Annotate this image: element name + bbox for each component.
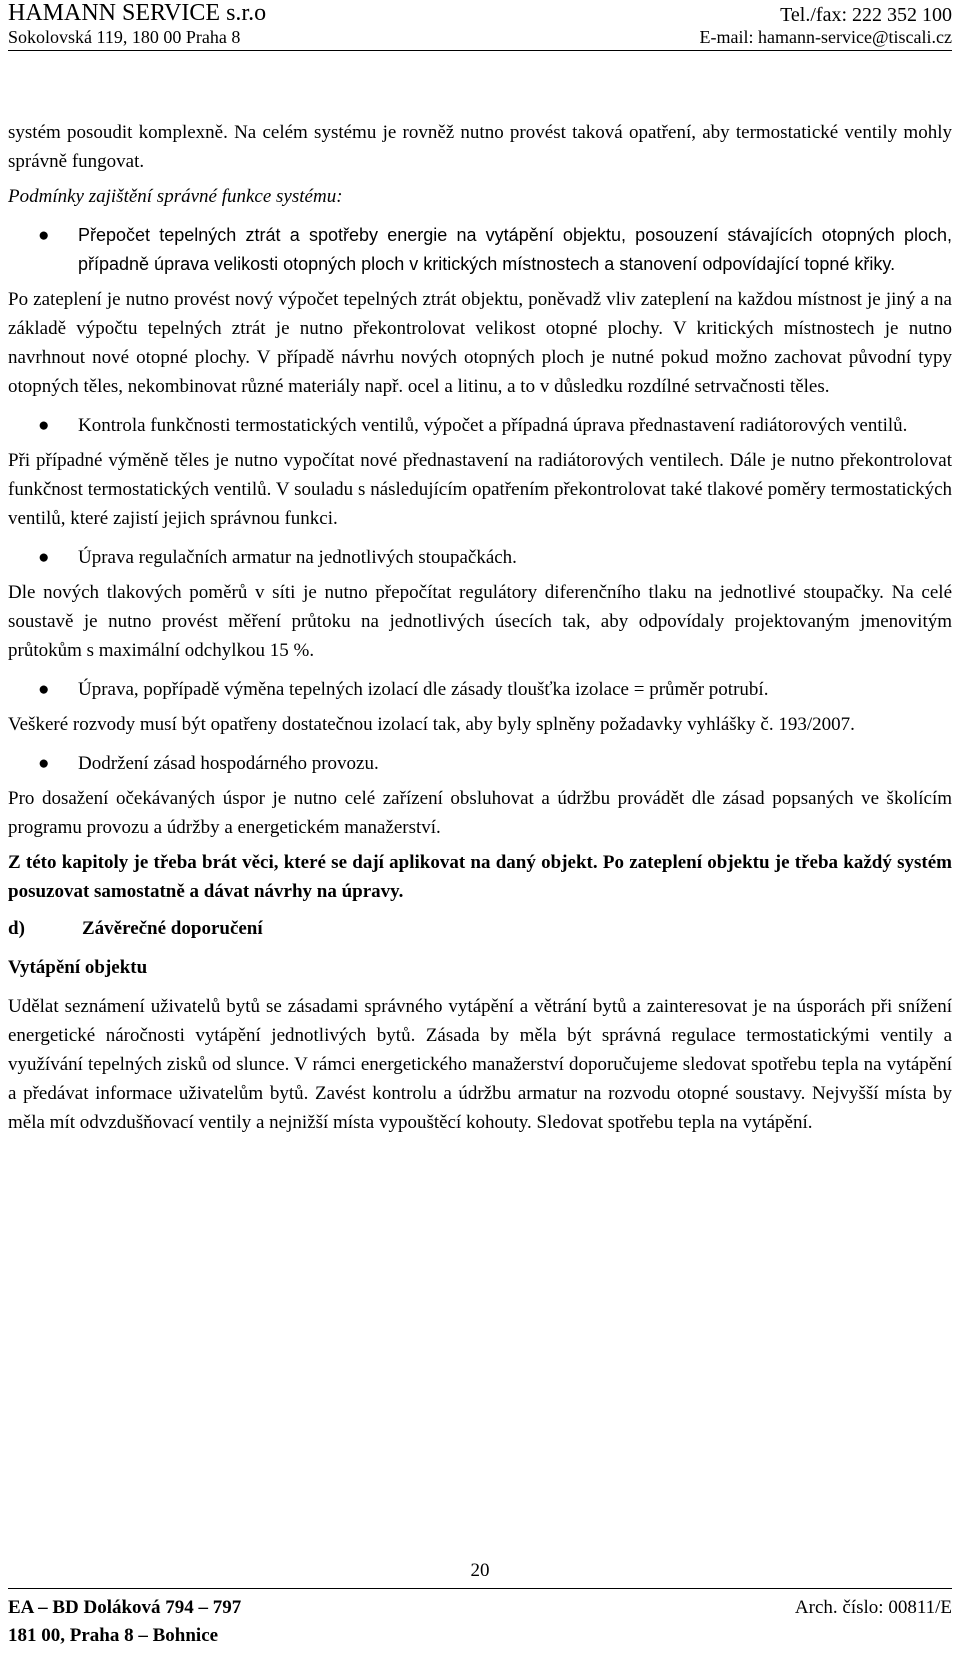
footer-archive-number: Arch. číslo: 00811/E — [794, 1597, 952, 1618]
bullet-text: Dodržení zásad hospodárného provozu. — [78, 753, 379, 774]
section-title: Závěrečné doporučení — [82, 918, 263, 939]
page-footer — [8, 1588, 952, 1664]
section-letter: d) — [8, 918, 25, 939]
bullet-text: Úprava regulačních armatur na jednotlivých stoupačkách. — [78, 547, 517, 568]
bullet-text: Kontrola funkčnosti termostatických ventilů, výpočet a případná úprava přednastavení radiátorových ventilů. — [78, 415, 908, 436]
bullet-icon: ● — [38, 225, 50, 246]
paragraph: Při případné výměně těles je nutno vypočítat nové přednastavení na radiátorových ventilech. Dále je nutno překontrolovat funkčnost termostatických ventilů. V souladu s následujícím opatřením překontrolovat také tlakové poměry termostatických ventilů, které zajistí jejich správnou funkci. — [8, 450, 952, 529]
paragraph: Veškeré rozvody musí být opatřeny dostatečnou izolací tak, aby byly splněny požadavky vyhlášky č. 193/2007. — [8, 714, 855, 735]
footer-project: EA – BD Doláková 794 – 797 — [8, 1597, 242, 1618]
section-heading — [8, 914, 952, 943]
bullet-item — [8, 221, 952, 279]
page-number: 20 — [470, 1560, 490, 1581]
bullet-item — [8, 543, 952, 572]
bullet-icon: ● — [38, 547, 50, 568]
bullet-text: Úprava, popřípadě výměna tepelných izolací dle zásady tloušťka izolace = průměr potrubí. — [78, 679, 769, 700]
page-header — [8, 0, 952, 51]
bullet-icon: ● — [38, 415, 50, 436]
conditions-intro: Podmínky zajištění správné funkce systému: — [8, 186, 343, 207]
company-phone: Tel./fax: 222 352 100 — [780, 4, 952, 26]
paragraph: Udělat seznámení uživatelů bytů se zásadami správného vytápění a větrání bytů a zainteresovat je na úsporách při snížení energetické náročnosti vytápění jednotlivých bytů. Zásada by měla být správná regulace termostatickými ventily a využívání tepelných zisků od slunce. V rámci energetického manažerství doporučujeme sledovat spotřebu tepla na vytápění a předávat informace uživatelům bytů. Zavést kontrolu a údržbu armatur na rozvodu otopné soustavy. Nejvyšší místa by měla mít odvzdušňovací ventily a nejnižší místa vypouštěcí kohouty. Sledovat spotřebu tepla na vytápění. — [8, 996, 952, 1133]
company-address: Sokolovská 119, 180 00 Praha 8 — [8, 27, 241, 47]
paragraph: Po zateplení je nutno provést nový výpočet tepelných ztrát objektu, poněvadž vliv zateplení na každou místnost je jiný a na základě výpočtu tepelných ztrát je nutno překontrolovat velikost otopné plochy. V kritických místnostech je nutno navrhnout nové otopné plochy. V případě návrhu nových otopných ploch je nutné pokud možno zachovat původní typy otopných těles, nekombinovat různé materiály např. ocel a litinu, a to v důsledku rozdílné setrvačnosti těles. — [8, 289, 952, 397]
bullet-icon: ● — [38, 679, 50, 700]
bullet-item — [8, 749, 952, 778]
paragraph: Pro dosažení očekávaných úspor je nutno celé zařízení obsluhovat a údržbu provádět dle zásad popsaných ve školícím programu provozu a údržby a energetickém manažerství. — [8, 788, 952, 838]
bullet-icon: ● — [38, 753, 50, 774]
company-email: E-mail: hamann-service@tiscali.cz — [699, 27, 952, 47]
company-name: HAMANN SERVICE s.r.o — [8, 0, 267, 26]
bullet-item — [8, 411, 952, 440]
paragraph: systém posoudit komplexně. Na celém systému je rovněž nutno provést taková opatření, aby termostatické ventily mohly správně fungovat. — [8, 122, 952, 172]
bullet-item — [8, 675, 952, 704]
footer-address: 181 00, Praha 8 – Bohnice — [8, 1625, 219, 1646]
page-content — [8, 118, 952, 1143]
paragraph: Dle nových tlakových poměrů v síti je nutno přepočítat regulátory diferenčního tlaku na jednotlivé stoupačky. Na celé soustavě je nutno provést měření průtoku na jednotlivých úsecích tak, aby odpovídaly projektovaným jmenovitým průtokům s maximální odchylkou 15 %. — [8, 582, 952, 661]
subheading: Vytápění objektu — [8, 957, 148, 978]
bullet-text: Přepočet tepelných ztrát a spotřeby energie na vytápění objektu, posouzení stávajících otopných ploch, případně úprava velikosti otopných ploch v kritických místnostech a stanovení odpovídající topné křiky. — [78, 225, 952, 274]
chapter-note: Z této kapitoly je třeba brát věci, které se dají aplikovat na daný objekt. Po zateplení objektu je třeba každý systém posuzovat samostatně a dávat návrhy na úpravy. — [8, 852, 952, 902]
